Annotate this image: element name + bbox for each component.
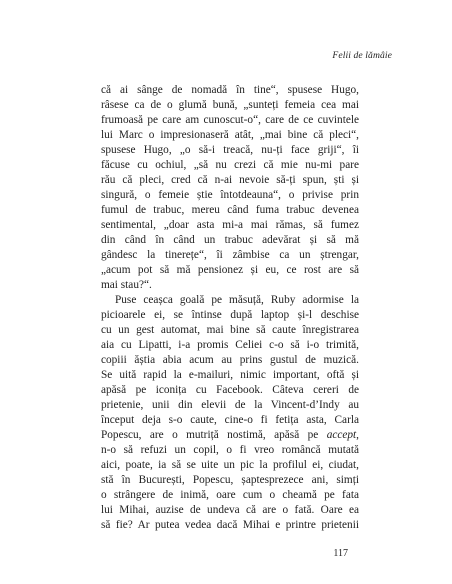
text-line: Popescu, are o mutriță nostimă, apăsă pe accept, [101,429,359,441]
text-line: făcuse cu ochiul, „să nu crezi că mie nu-mi pare [101,159,359,171]
text-line: din când în când un trabuc adevărat și să mă [101,234,359,246]
text-line: mai stau?“. [101,279,152,291]
text-line: aia cu Lipatti, i-a promis Celiei c-o să i-o trimită, [101,339,359,351]
text-line: frumoasă pe care am cunoscut-o“, care de ce cuvintele [101,114,359,126]
text-line: prietenie, unii din elevii de la Vincent-d’Indy au [101,399,359,411]
paragraph-first-line: Puse ceașca goală pe măsuță, Ruby adormise la [115,294,359,306]
text-line: o strângere de inimă, oare cum o cheamă pe fata [101,489,359,501]
text-line: lui Mihai, auzise de undeva că are o fată. Oare ea [101,504,359,516]
text-line: fumul de trabuc, mereu când fuma trabuc devenea [101,204,359,216]
text-line: apăsă pe iconița cu Facebook. Câteva cereri de [101,384,359,396]
text-line: râsese ca de o glumă bună, „sunteți femeia cea mai [101,99,359,111]
text-line: n-o să refuzi un copil, o fi vreo româncă mutată [101,444,359,456]
text-line: „acum pot să mă pensionez și eu, ce rost are să [101,264,359,276]
text-line: spusese Hugo, „o să-i treacă, nu-ți face griji“, îi [101,144,359,156]
emphasized-word: accept [326,429,357,441]
text-line: că ai sânge de nomadă în tine“, spusese Hugo, [101,84,359,96]
text-line: stă în București, Popescu, șaptesprezece ani, simți [101,474,359,486]
text-line: început deja s-o caute, cine-o fi fetița asta, Carla [101,414,359,426]
text-line: Se uită rapid la e-mailuri, nimic important, oftă și [101,369,359,381]
text-line: să fie? Ar putea vedea dacă Mihai e printre prietenii [101,519,359,531]
page-number: 117 [333,548,348,559]
running-head: Felii de lămâie [332,50,392,61]
text-line: cu un gest automat, mai bine să caute înregistrarea [101,324,359,336]
text-line: lui Marc o impresionaseră atât, „mai bine că pleci“, [101,129,359,141]
text-line: singură, o femeie știe întotdeauna“, o privise prin [101,189,359,201]
text-line: sentimental, „doar asta mi-a mai rămas, să fumez [101,219,359,231]
text-line: aici, poate, ia să se uite un pic la profilul ei, ciudat, [101,459,359,471]
body-text [101,83,359,533]
text-line: rău că pleci, cred că n-ai nevoie să-ți spun, ști și [101,174,359,186]
text-line: picioarele ei, se întinse după laptop și-l deschise [101,309,359,321]
text-line: copiii ăștia abia acum au prins gustul de muzică. [101,354,359,366]
text-line: gândesc la tinerețe“, îi zâmbise ca un ștrengar, [101,249,359,261]
